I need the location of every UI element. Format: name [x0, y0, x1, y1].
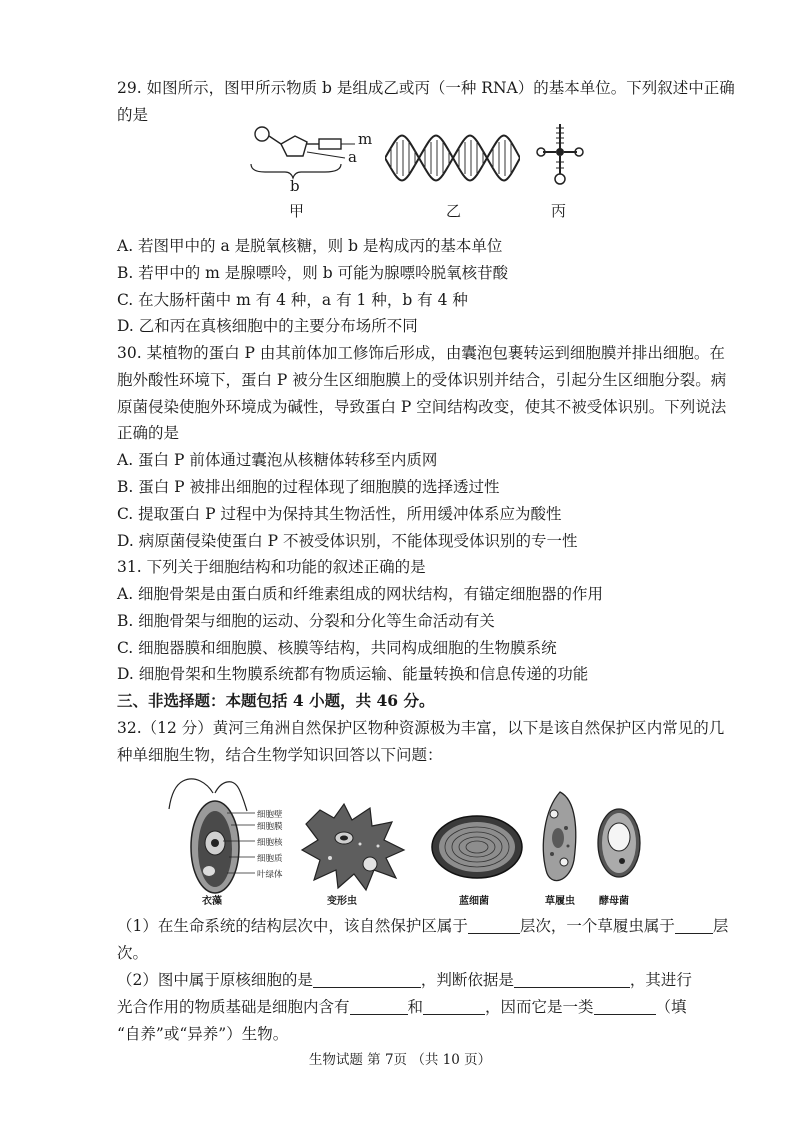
- q32-sub1-text-d: 次。: [117, 944, 149, 962]
- q30-option-a: A. 蛋白 P 前体通过囊泡从核糖体转移至内质网: [117, 451, 438, 469]
- yeast-diagram: [596, 807, 642, 879]
- chlamydomonas-diagram: [165, 775, 260, 905]
- part-label-nucleus: 细胞核: [257, 838, 283, 848]
- part-label-cytoplasm: 细胞质: [257, 854, 283, 864]
- q32-stem-line2: 种单细胞生物，结合生物学知识回答以下问题：: [117, 746, 443, 764]
- q32-stem-line1: 32.（12 分）黄河三角洲自然保护区物种资源极为丰富，以下是该自然保护区内常见的几: [117, 719, 725, 737]
- trna-cloverleaf: [535, 122, 585, 192]
- label-yi: 乙: [446, 202, 462, 220]
- part-label-cell-wall: 细胞壁: [257, 810, 283, 820]
- answer-blank-7[interactable]: [594, 998, 656, 1015]
- q32-sub1-text-a: （1）在生命系统的结构层次中，该自然保护区属于: [117, 917, 468, 935]
- answer-blank-2[interactable]: [675, 917, 713, 934]
- q32-sub2-text-b: ，判断依据是: [420, 971, 514, 989]
- paramecium-diagram: [540, 790, 580, 890]
- amoeba-diagram: [300, 800, 410, 892]
- q29-option-c: C. 在大肠杆菌中 m 有 4 种，a 有 1 种，b 有 4 种: [117, 291, 468, 309]
- q30-option-c: C. 提取蛋白 P 过程中为保持其生物活性，所用缓冲体系应为酸性: [117, 505, 562, 523]
- q29-stem-line2: 的是: [117, 106, 149, 124]
- q31-option-c: C. 细胞器膜和细胞膜、核膜等结构，共同构成细胞的生物膜系统: [117, 639, 557, 657]
- organism-label-amoeba: 变形虫: [327, 896, 357, 907]
- q31-option-b: B. 细胞骨架与细胞的运动、分裂和分化等生命活动有关: [117, 612, 495, 630]
- page-footer: 生物试题 第 7页 （共 10 页）: [308, 1052, 492, 1068]
- q31-option-a: A. 细胞骨架是由蛋白质和纤维素组成的网状结构，有锚定细胞器的作用: [117, 585, 604, 603]
- answer-blank-5[interactable]: [350, 998, 408, 1015]
- q32-sub2-text-h: “自养”或“异养”）生物。: [117, 1025, 289, 1043]
- q32-sub2-text-f: ，因而它是一类: [485, 998, 594, 1016]
- q29-option-a: A. 若图甲中的 a 是脱氧核糖，则 b 是构成丙的基本单位: [117, 237, 503, 255]
- label-m: m: [358, 130, 373, 148]
- q32-sub2-text-e: 和: [407, 998, 424, 1016]
- q32-sub1-line1: [117, 915, 728, 937]
- q32-sub2-line2: [117, 996, 687, 1018]
- answer-blank-3[interactable]: [313, 971, 421, 988]
- q29-stem-line1: 29. 如图所示，图甲所示物质 b 是组成乙或丙（一种 RNA）的基本单位。下列叙述中正确: [117, 79, 735, 97]
- label-a: a: [348, 148, 357, 166]
- answer-blank-6[interactable]: [423, 998, 485, 1015]
- q30-stem-line4: 正确的是: [117, 424, 180, 442]
- answer-blank-1[interactable]: [468, 917, 520, 934]
- q31-option-d: D. 细胞骨架和生物膜系统都有物质运输、能量转换和信息传递的功能: [117, 665, 589, 683]
- part-label-cell-membrane: 细胞膜: [257, 822, 283, 832]
- q32-sub2-line1: [117, 969, 692, 991]
- label-jia: 甲: [289, 202, 305, 220]
- section-heading: 三、非选择题：本题包括 4 小题，共 46 分。: [117, 691, 435, 710]
- organism-label-chlamydomonas: 衣藻: [202, 896, 222, 907]
- q32-sub2-text-g: （填: [655, 998, 687, 1016]
- label-bing: 丙: [551, 202, 567, 220]
- q30-stem-line2: 胞外酸性环境下，蛋白 P 被分生区细胞膜上的受体识别并结合，引起分生区细胞分裂。病: [117, 371, 727, 389]
- label-b: b: [290, 177, 300, 195]
- q29-option-d: D. 乙和丙在真核细胞中的主要分布场所不同: [117, 317, 418, 335]
- part-label-chloroplast: 叶绿体: [257, 870, 283, 880]
- q32-sub2-text-c: ，其进行: [629, 971, 692, 989]
- organism-label-paramecium: 草履虫: [545, 896, 575, 907]
- q32-sub1-text-c: 层: [712, 917, 729, 935]
- q29-option-b: B. 若甲中的 m 是腺嘌呤，则 b 可能为腺嘌呤脱氧核苷酸: [117, 264, 509, 282]
- q30-stem-line1: 30. 某植物的蛋白 P 由其前体加工修饰后形成，由囊泡包裹转运到细胞膜并排出细胞。在: [117, 344, 725, 362]
- q30-stem-line3: 原菌侵染使胞外环境成为碱性，导致蛋白 P 空间结构改变，使其不被受体识别。下列说法: [117, 398, 727, 416]
- q31-stem: 31. 下列关于细胞结构和功能的叙述正确的是: [117, 558, 426, 576]
- organism-label-cyanobacteria: 蓝细菌: [459, 896, 489, 907]
- answer-blank-4[interactable]: [514, 971, 630, 988]
- dna-double-helix: [385, 128, 520, 188]
- q30-option-b: B. 蛋白 P 被排出细胞的过程体现了细胞膜的选择透过性: [117, 478, 500, 496]
- q30-option-d: D. 病原菌侵染使蛋白 P 不被受体识别，不能体现受体识别的专一性: [117, 532, 578, 550]
- q32-sub2-text-d: 光合作用的物质基础是细胞内含有: [117, 998, 350, 1016]
- cyanobacteria-diagram: [430, 814, 524, 880]
- organism-label-yeast: 酵母菌: [599, 896, 629, 907]
- q32-sub2-text-a: （2）图中属于原核细胞的是: [117, 971, 313, 989]
- q32-sub1-text-b: 层次，一个草履虫属于: [519, 917, 675, 935]
